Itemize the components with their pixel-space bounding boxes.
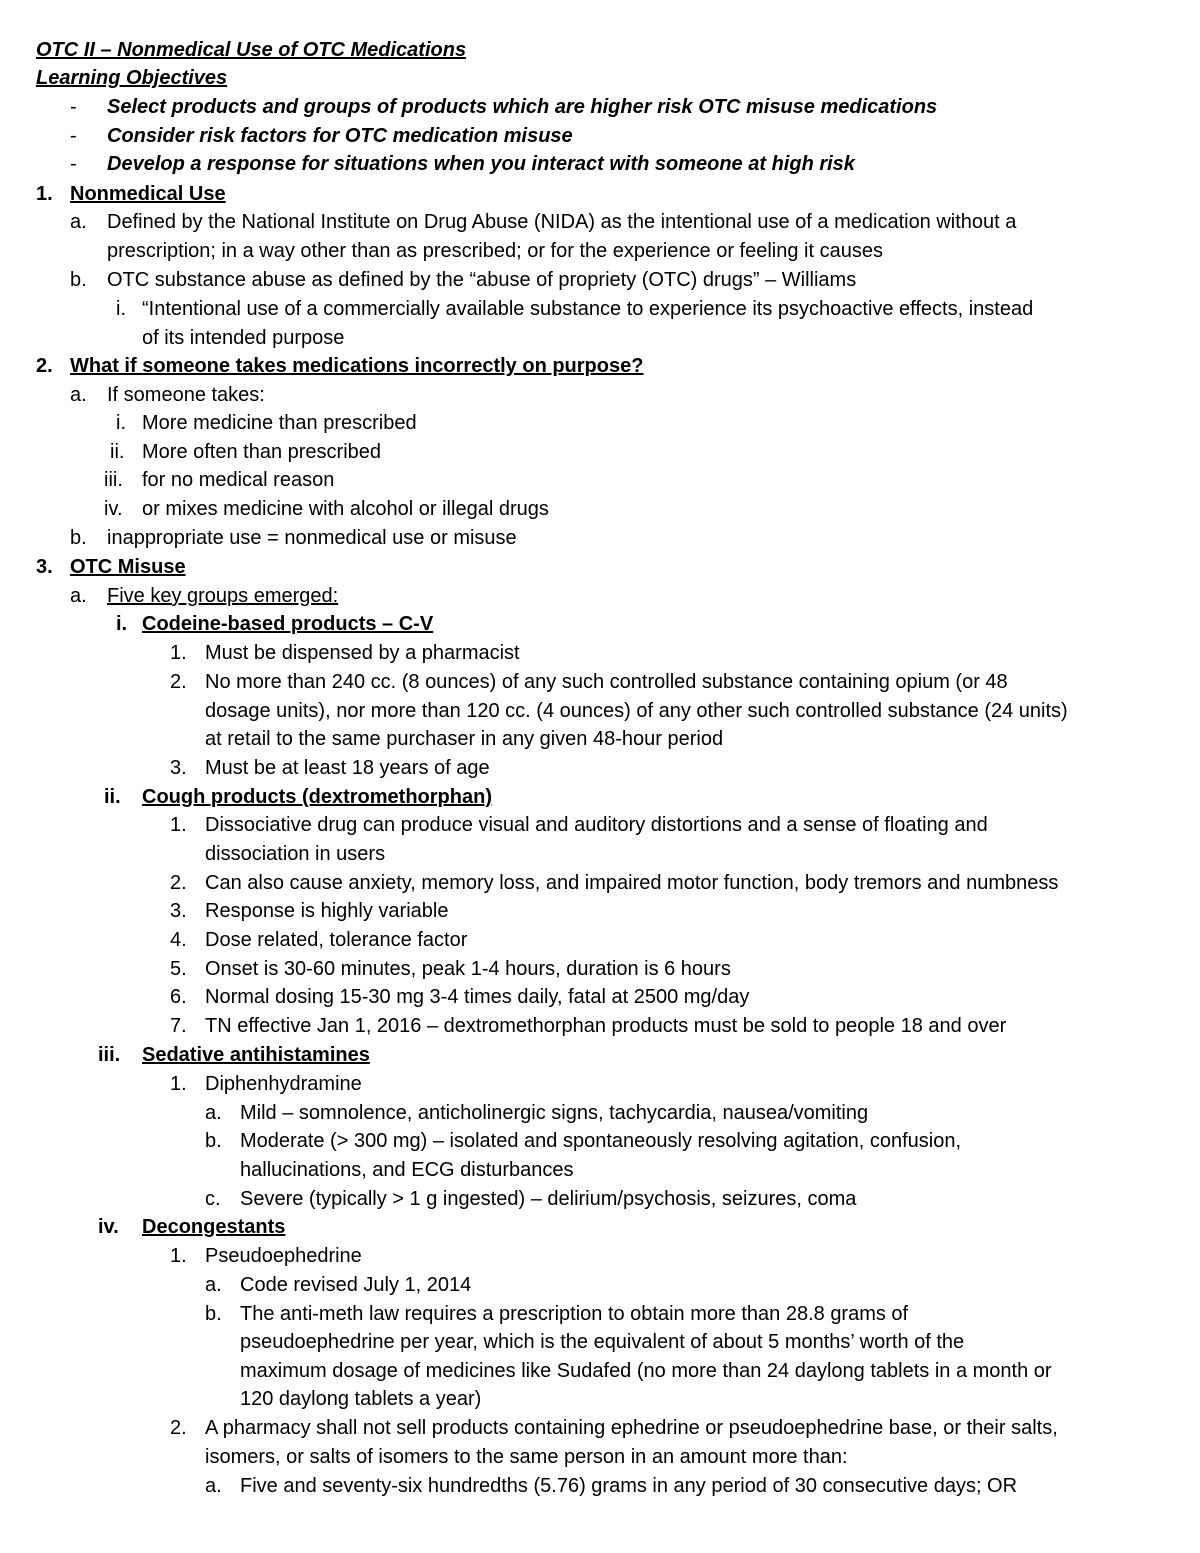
- list-marker: a.: [70, 585, 87, 607]
- list-item-text: for no medical reason: [142, 469, 335, 491]
- list-marker: i.: [116, 412, 126, 434]
- list-item-text: isomers, or salts of isomers to the same person in an amount more than:: [205, 1446, 848, 1468]
- list-marker: 2.: [170, 1417, 187, 1439]
- list-marker: iv.: [104, 498, 123, 520]
- list-item-text: pseudoephedrine per year, which is the equivalent of about 5 months’ worth of the: [240, 1331, 965, 1353]
- section-heading: Nonmedical Use: [70, 183, 226, 205]
- list-marker: 6.: [170, 986, 187, 1008]
- list-item-text: Defined by the National Institute on Drug Abuse (NIDA) as the intentional use of a medication without a: [107, 211, 1017, 233]
- objective-item: Select products and groups of products which are higher risk OTC misuse medications: [107, 96, 938, 118]
- subsection-heading: Sedative antihistamines: [142, 1044, 370, 1066]
- list-item-text: Must be dispensed by a pharmacist: [205, 642, 520, 664]
- list-item-text: Severe (typically > 1 g ingested) – delirium/psychosis, seizures, coma: [240, 1188, 857, 1210]
- list-marker: b.: [205, 1303, 222, 1325]
- list-marker: 1.: [170, 642, 187, 664]
- objective-dash: -: [70, 153, 77, 175]
- objective-item: Consider risk factors for OTC medication misuse: [107, 125, 573, 147]
- list-item-text: Can also cause anxiety, memory loss, and impaired motor function, body tremors and numbness: [205, 872, 1059, 894]
- objective-dash: -: [70, 96, 77, 118]
- list-item-text: of its intended purpose: [142, 327, 345, 349]
- list-marker: 1.: [170, 1245, 187, 1267]
- list-marker: 2.: [170, 872, 187, 894]
- list-item-text: dissociation in users: [205, 843, 386, 865]
- list-item-text: Pseudoephedrine: [205, 1245, 362, 1267]
- section-number: 3.: [36, 556, 53, 578]
- list-marker: 5.: [170, 958, 187, 980]
- list-item-text: Code revised July 1, 2014: [240, 1274, 472, 1296]
- list-item-text: No more than 240 cc. (8 ounces) of any such controlled substance containing opium (or 48: [205, 671, 1008, 693]
- list-item-text: Response is highly variable: [205, 900, 449, 922]
- list-item-text: More medicine than prescribed: [142, 412, 417, 434]
- list-item-text: The anti-meth law requires a prescription to obtain more than 28.8 grams of: [240, 1303, 909, 1325]
- list-marker: i.: [116, 613, 128, 635]
- list-marker: ii.: [104, 786, 121, 808]
- section-heading: What if someone takes medications incorrectly on purpose?: [70, 355, 644, 377]
- list-item-text: prescription; in a way other than as prescribed; or for the experience or feeling it causes: [107, 240, 883, 262]
- list-item-text: More often than prescribed: [142, 441, 382, 463]
- list-item-text: Must be at least 18 years of age: [205, 757, 490, 779]
- objectives-heading: Learning Objectives: [36, 67, 228, 89]
- list-item-text: maximum dosage of medicines like Sudafed (no more than 24 daylong tablets in a month or: [240, 1360, 1052, 1382]
- subsection-heading: Codeine-based products – C-V: [142, 613, 434, 635]
- list-marker: a.: [70, 384, 87, 406]
- list-item-text: If someone takes:: [107, 384, 265, 406]
- list-marker: 4.: [170, 929, 187, 951]
- list-item-text: Diphenhydramine: [205, 1073, 362, 1095]
- list-item-text: hallucinations, and ECG disturbances: [240, 1159, 574, 1181]
- list-item-text: dosage units), nor more than 120 cc. (4 ounces) of any other such controlled substance (24 units): [205, 700, 1068, 722]
- list-item-text: “Intentional use of a commercially available substance to experience its psychoactive effects, instead: [142, 298, 1034, 320]
- list-item-text: Mild – somnolence, anticholinergic signs, tachycardia, nausea/vomiting: [240, 1102, 869, 1124]
- list-marker: b.: [205, 1130, 222, 1152]
- list-item-text: or mixes medicine with alcohol or illegal drugs: [142, 498, 549, 520]
- list-marker: iii.: [104, 469, 123, 491]
- list-marker: i.: [116, 298, 126, 320]
- subsection-heading: Cough products (dextromethorphan): [142, 786, 492, 808]
- list-item-text: inappropriate use = nonmedical use or misuse: [107, 527, 517, 549]
- list-marker: 1.: [170, 814, 187, 836]
- list-item-text: Dose related, tolerance factor: [205, 929, 468, 951]
- list-item-text: 120 daylong tablets a year): [240, 1388, 482, 1410]
- section-number: 1.: [36, 183, 53, 205]
- section-heading: OTC Misuse: [70, 556, 186, 578]
- list-marker: 1.: [170, 1073, 187, 1095]
- list-item-text: Dissociative drug can produce visual and auditory distortions and a sense of floating and: [205, 814, 988, 836]
- list-marker: c.: [205, 1188, 221, 1210]
- list-item-text: Five and seventy-six hundredths (5.76) grams in any period of 30 consecutive days; OR: [240, 1475, 1018, 1497]
- list-marker: 3.: [170, 900, 187, 922]
- list-item-text: A pharmacy shall not sell products containing ephedrine or pseudoephedrine base, or their salts,: [205, 1417, 1058, 1439]
- list-marker: 3.: [170, 757, 187, 779]
- list-marker: iii.: [98, 1044, 121, 1066]
- list-marker: a.: [205, 1102, 222, 1124]
- section-number: 2.: [36, 355, 53, 377]
- objective-dash: -: [70, 125, 77, 147]
- list-item-text: at retail to the same purchaser in any given 48-hour period: [205, 728, 724, 750]
- list-marker: 7.: [170, 1015, 187, 1037]
- list-marker: iv.: [98, 1216, 119, 1238]
- subsection-heading: Decongestants: [142, 1216, 286, 1238]
- list-item-text: Onset is 30-60 minutes, peak 1-4 hours, duration is 6 hours: [205, 958, 731, 980]
- document-title: OTC II – Nonmedical Use of OTC Medications: [36, 39, 467, 61]
- list-item-text: Normal dosing 15-30 mg 3-4 times daily, fatal at 2500 mg/day: [205, 986, 750, 1008]
- list-marker: a.: [70, 211, 87, 233]
- list-marker: b.: [70, 527, 87, 549]
- list-item-text: TN effective Jan 1, 2016 – dextromethorphan products must be sold to people 18 and over: [205, 1015, 1007, 1037]
- list-item-text: Moderate (> 300 mg) – isolated and spontaneously resolving agitation, confusion,: [240, 1130, 962, 1152]
- list-item-text: Five key groups emerged:: [107, 585, 339, 607]
- list-marker: 2.: [170, 671, 187, 693]
- list-marker: a.: [205, 1274, 222, 1296]
- list-marker: ii.: [110, 441, 125, 463]
- list-marker: b.: [70, 269, 87, 291]
- objective-item: Develop a response for situations when you interact with someone at high risk: [107, 153, 855, 175]
- list-marker: a.: [205, 1475, 222, 1497]
- list-item-text: OTC substance abuse as defined by the “abuse of propriety (OTC) drugs” – Williams: [107, 269, 857, 291]
